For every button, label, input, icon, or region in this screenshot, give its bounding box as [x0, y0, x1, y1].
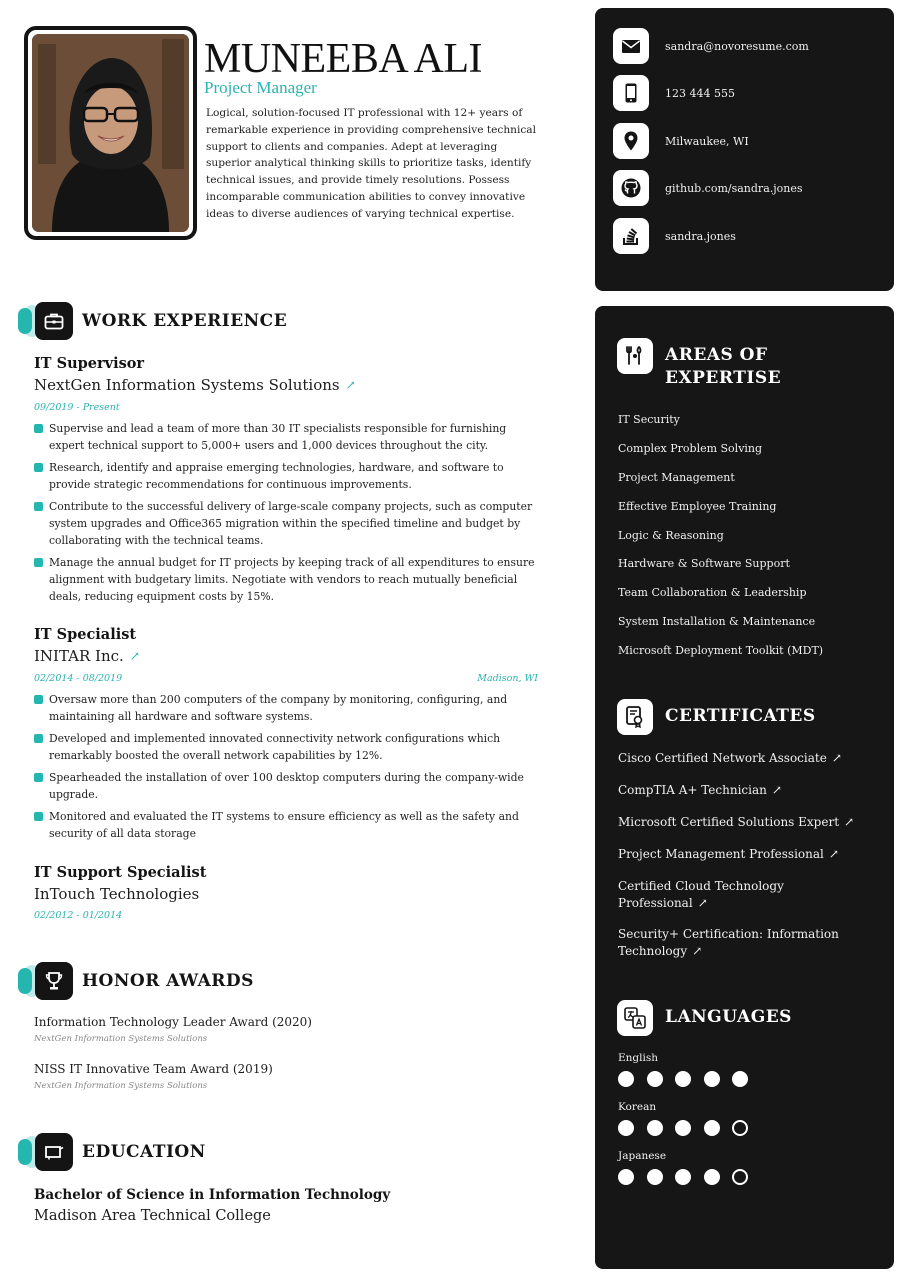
external-link-icon[interactable]: ↗ [771, 783, 782, 797]
company-name [34, 647, 140, 665]
proficiency-dot-filled [675, 1120, 691, 1136]
proficiency-dot-filled [704, 1071, 720, 1087]
stackoverflow-icon [613, 218, 649, 254]
job-bullets [34, 691, 542, 847]
section-title-line: AREAS OF [665, 345, 768, 365]
certificate-label: Cisco Certified Network Associate [618, 751, 827, 765]
language-name: English [618, 1052, 659, 1064]
job-title: IT Support Specialist [34, 864, 207, 881]
graduation-icon [35, 1133, 73, 1171]
education-school: Madison Area Technical College [34, 1208, 271, 1224]
education-degree: Bachelor of Science in Information Technology [34, 1187, 391, 1203]
job-title: IT Specialist [34, 626, 137, 643]
certificate-item[interactable] [618, 926, 863, 960]
languages-heading [617, 1000, 792, 1036]
section-title: CERTIFICATES [665, 706, 816, 726]
certificate-label: Security+ Certification: Information Technology [618, 927, 839, 958]
section-title [665, 338, 781, 390]
profile-photo-illustration [32, 34, 189, 232]
contact-stackoverflow-text: sandra.jones [665, 229, 736, 243]
certificates-list [618, 750, 878, 960]
contact-email-text: sandra@novoresume.com [665, 39, 809, 53]
job-date: 02/2012 - 01/2014 [34, 910, 123, 921]
bullet-item: Spearheaded the installation of over 100 desktop computers during the company-wide upgrade. [34, 769, 542, 803]
award-title: Information Technology Leader Award (2020) [34, 1015, 312, 1029]
certificate-item[interactable] [618, 814, 878, 831]
proficiency-dot-filled [618, 1120, 634, 1136]
language-level [618, 1169, 748, 1185]
contact-stackoverflow[interactable] [613, 218, 736, 254]
bullet-item: Manage the annual budget for IT projects by keeping track of all expenditures to ensure alignment with budgetary limits. Negotiate with vendors to reach mutually beneficial deals, reducing equipment costs by 15%. [34, 554, 542, 605]
bullet-item: Supervise and lead a team of more than 30 IT specialists responsible for furnishing expert technical support to 5,000+ users and 1,000 devices throughout the city. [34, 420, 542, 454]
envelope-icon [613, 28, 649, 64]
certificate-item[interactable] [618, 782, 878, 799]
certificate-label: Project Management Professional [618, 847, 824, 861]
section-title: HONOR AWARDS [82, 971, 254, 991]
expertise-item: Effective Employee Training [618, 499, 777, 513]
expertise-item: Hardware & Software Support [618, 557, 790, 571]
proficiency-dot-filled [647, 1071, 663, 1087]
expertise-heading [617, 338, 781, 390]
company-name [34, 885, 199, 903]
certificate-icon [617, 699, 653, 735]
language-level [618, 1071, 748, 1087]
certificate-item[interactable] [618, 846, 878, 863]
proficiency-dot-filled [675, 1071, 691, 1087]
company-label: InTouch Technologies [34, 885, 200, 903]
candidate-role: Project Manager [204, 78, 317, 97]
contact-github[interactable] [613, 170, 803, 206]
external-link-icon[interactable]: ↗ [345, 378, 356, 392]
bullet-item: Contribute to the successful delivery of large-scale company projects, such as computer system upgrades and Office365 migration within the specified timeline and budget by collaborating with the technical teams. [34, 498, 542, 549]
job-bullets [34, 420, 542, 610]
certificate-item[interactable] [618, 878, 818, 912]
company-label: INITAR Inc. [34, 647, 124, 665]
github-icon [613, 170, 649, 206]
expertise-item: Logic & Reasoning [618, 528, 724, 542]
proficiency-dot-filled [732, 1071, 748, 1087]
expertise-item: IT Security [618, 413, 680, 426]
proficiency-dot-empty [732, 1120, 748, 1136]
language-level [618, 1120, 748, 1136]
proficiency-dot-filled [618, 1071, 634, 1087]
proficiency-dot-filled [618, 1169, 634, 1185]
bullet-item: Developed and implemented innovated connectivity network configurations which remarkably boosted the overall network capabilities by 12%. [34, 730, 542, 764]
job-location: Madison, WI [477, 673, 538, 684]
bullet-item: Oversaw more than 200 computers of the company by monitoring, configuring, and maintaining all hardware and software systems. [34, 691, 542, 725]
award-organization: NextGen Information Systems Solutions [34, 1034, 208, 1044]
contact-email[interactable] [613, 28, 809, 64]
candidate-name: MUNEEBA ALI [204, 36, 482, 82]
contact-phone[interactable] [613, 75, 735, 111]
bullet-item: Monitored and evaluated the IT systems to ensure efficiency as well as the safety and security of all data storage [34, 808, 542, 842]
external-link-icon[interactable]: ↗ [828, 847, 839, 861]
briefcase-icon [35, 302, 73, 340]
expertise-item: Microsoft Deployment Toolkit (MDT) [618, 644, 824, 658]
bullet-item: Research, identify and appraise emerging technologies, hardware, and software to provide strategic recommendations for continuous improvements. [34, 459, 542, 493]
tools-icon [617, 338, 653, 374]
summary-text: Logical, solution-focused IT professional with 12+ years of remarkable experience in providing comprehensive technical support to clients and companies. Adept at leveraging superior analytical thinking skills to prioritize tasks, identify technical issues, and provide timely resolutions. Possess incomparable communication abilities to convey innovative ideas to diverse audiences of varying technical expertise. [206, 107, 536, 220]
expertise-item: System Installation & Maintenance [618, 615, 816, 629]
language-name: Korean [618, 1101, 657, 1113]
trophy-icon [35, 962, 73, 1000]
expertise-item: Project Management [618, 470, 735, 484]
certificates-heading [617, 699, 816, 735]
translate-icon [617, 1000, 653, 1036]
proficiency-dot-filled [675, 1169, 691, 1185]
job-title: IT Supervisor [34, 355, 145, 372]
expertise-item: Team Collaboration & Leadership [618, 586, 807, 600]
external-link-icon[interactable]: ↗ [844, 815, 855, 829]
certificate-label: CompTIA A+ Technician [618, 783, 767, 797]
company-name [34, 376, 356, 394]
expertise-list [618, 412, 823, 672]
contact-panel [595, 8, 894, 291]
external-link-icon[interactable]: ↗ [831, 751, 842, 765]
contact-github-text: github.com/sandra.jones [665, 181, 803, 195]
external-link-icon[interactable]: ↗ [697, 896, 708, 910]
award-organization: NextGen Information Systems Solutions [34, 1081, 208, 1091]
education-heading [18, 1133, 206, 1171]
certificate-label: Certified Cloud Technology Professional [618, 879, 784, 910]
contact-location [613, 123, 749, 159]
section-title: LANGUAGES [665, 1007, 792, 1027]
profile-photo-frame [24, 26, 197, 240]
map-pin-icon [613, 123, 649, 159]
section-title-line: EXPERTISE [665, 368, 782, 388]
section-title: WORK EXPERIENCE [82, 311, 288, 331]
work-experience-heading [18, 302, 287, 340]
contact-phone-text: 123 444 555 [665, 86, 735, 100]
sidebar-panel [595, 306, 894, 1269]
job-date: 09/2019 - Present [34, 402, 120, 413]
proficiency-dot-filled [704, 1120, 720, 1136]
proficiency-dot-empty [732, 1169, 748, 1185]
external-link-icon[interactable]: ↗ [129, 649, 140, 663]
job-date: 02/2014 - 08/2019 [34, 673, 123, 684]
certificate-label: Microsoft Certified Solutions Expert [618, 815, 840, 829]
honor-awards-heading [18, 962, 254, 1000]
section-title: EDUCATION [82, 1142, 206, 1162]
profile-photo [32, 34, 189, 232]
external-link-icon[interactable]: ↗ [692, 944, 703, 958]
contact-location-text: Milwaukee, WI [665, 134, 749, 148]
certificate-item[interactable] [618, 750, 878, 767]
proficiency-dot-filled [647, 1120, 663, 1136]
phone-icon [613, 75, 649, 111]
company-label: NextGen Information Systems Solutions [34, 376, 340, 394]
expertise-item: Complex Problem Solving [618, 441, 763, 455]
proficiency-dot-filled [647, 1169, 663, 1185]
proficiency-dot-filled [704, 1169, 720, 1185]
award-title: NISS IT Innovative Team Award (2019) [34, 1062, 273, 1076]
language-name: Japanese [618, 1150, 667, 1162]
